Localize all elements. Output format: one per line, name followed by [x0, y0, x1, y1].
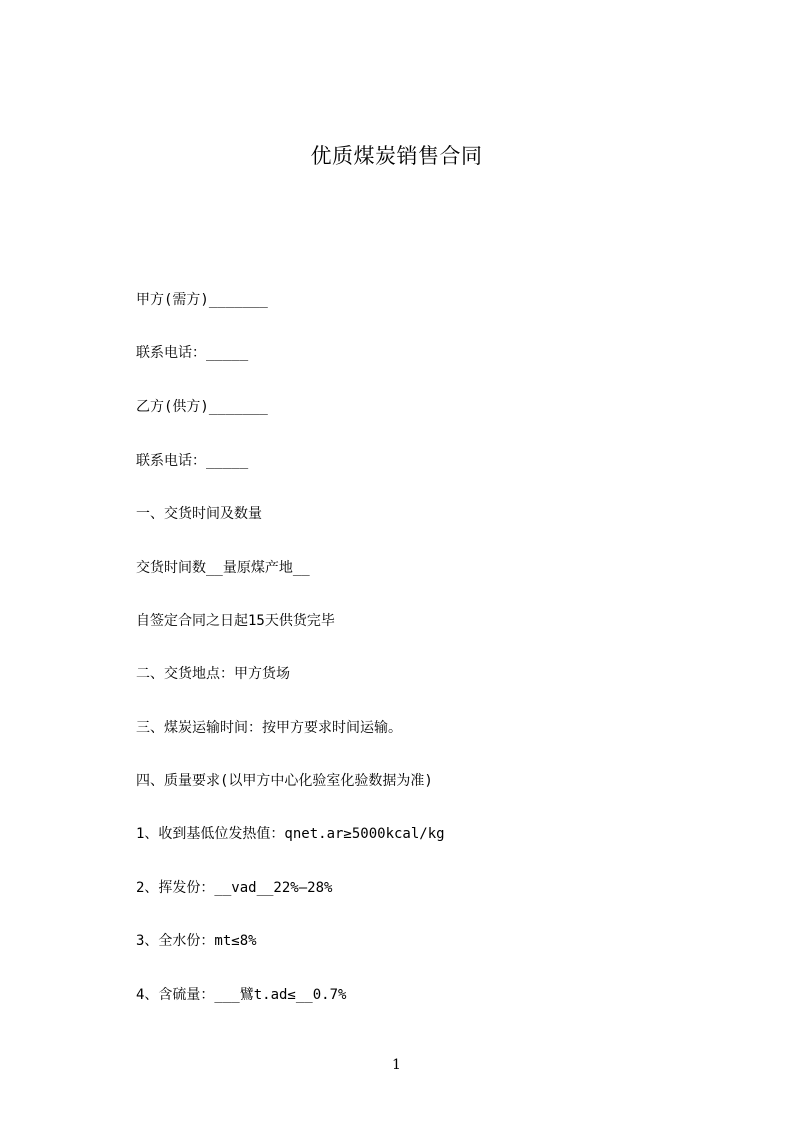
party-b-phone-line: 联系电话：_____: [136, 453, 249, 469]
section-2-heading: 二、交货地点：甲方货场: [136, 666, 290, 682]
section-4-heading: 四、质量要求(以甲方中心化验室化验数据为准): [136, 773, 433, 789]
section-1-heading: 一、交货时间及数量: [136, 506, 262, 522]
quality-item-3: 3、全水份：mt≤8%: [136, 933, 257, 949]
quality-item-2: 2、挥发份：__vad__22%—28%: [136, 880, 333, 896]
document-title: 优质煤炭销售合同: [310, 144, 483, 168]
party-a-phone-line: 联系电话：_____: [136, 345, 249, 361]
section-3-heading: 三、煤炭运输时间：按甲方要求时间运输。: [136, 720, 402, 736]
quality-item-1: 1、收到基低位发热值：qnet.ar≥5000kcal/kg: [136, 826, 445, 842]
delivery-deadline-line: 自签定合同之日起15天供货完毕: [136, 613, 335, 629]
party-a-line: 甲方(需方)_______: [136, 292, 268, 308]
delivery-time-quantity-line: 交货时间数__量原煤产地__: [136, 560, 310, 576]
page-number: 1: [392, 1057, 401, 1073]
party-b-line: 乙方(供方)_______: [136, 399, 268, 415]
quality-item-4: 4、含硫量：___鷿t.ad≤__0.7%: [136, 987, 347, 1003]
